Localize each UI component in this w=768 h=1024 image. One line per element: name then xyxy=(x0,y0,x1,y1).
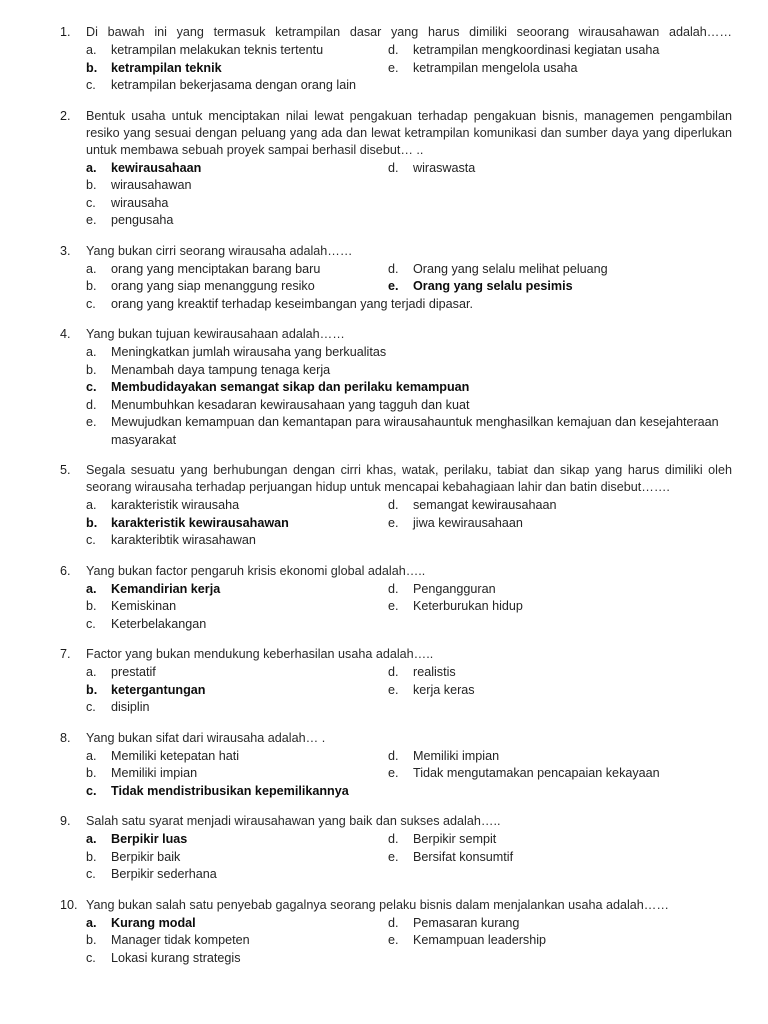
option-columns xyxy=(86,497,732,550)
option-letter: e. xyxy=(388,682,399,697)
option-text: Bersifat konsumtif xyxy=(413,849,514,864)
question-stem: Factor yang bukan mendukung keberhasilan usaha adalah….. xyxy=(86,647,434,661)
option-letter: a. xyxy=(86,581,97,596)
question-number: 7. xyxy=(60,647,71,661)
option-letter: e. xyxy=(388,279,399,293)
question-block xyxy=(60,24,732,95)
option-text: Berpikir baik xyxy=(111,849,181,864)
option-c[interactable] xyxy=(86,296,732,314)
question-block xyxy=(60,897,732,968)
option-letter: b. xyxy=(86,933,97,947)
option-letter: e. xyxy=(388,515,399,530)
question-number: 9. xyxy=(60,814,71,828)
question-stem: Di bawah ini yang termasuk ketrampilan dasar yang harus dimiliki seoorang wirausahawan adalah…… xyxy=(86,25,732,39)
option-column-left xyxy=(86,748,388,801)
option-text: ketrampilan mengkoordinasi kegiatan usaha xyxy=(413,43,660,57)
option-text: Keterburukan hidup xyxy=(413,599,523,613)
option-e[interactable] xyxy=(388,932,732,950)
question-body xyxy=(86,646,732,717)
option-c[interactable] xyxy=(86,616,388,634)
option-text: Berpikir sempit xyxy=(413,832,497,846)
option-e[interactable] xyxy=(388,765,732,783)
option-letter: d. xyxy=(388,665,399,679)
question-body xyxy=(86,563,732,634)
option-columns xyxy=(86,664,732,717)
question-number: 6. xyxy=(60,563,71,578)
option-text: orang yang kreaktif terhadap keseimbangan yang terjadi dipasar. xyxy=(111,296,473,311)
option-text: Keterbelakangan xyxy=(111,616,207,631)
option-column-left xyxy=(86,42,388,95)
option-group xyxy=(86,42,732,95)
question-number: 5. xyxy=(60,463,71,477)
option-column-left xyxy=(86,497,388,550)
option-a[interactable] xyxy=(86,42,388,60)
option-text: Memiliki impian xyxy=(111,766,198,780)
option-letter: a. xyxy=(86,160,97,175)
option-text: ketergantungan xyxy=(111,682,206,697)
option-columns xyxy=(86,915,732,968)
option-e[interactable] xyxy=(86,212,388,230)
option-text: semangat kewirausahaan xyxy=(413,498,557,512)
option-a[interactable] xyxy=(86,497,388,515)
option-letter: e. xyxy=(388,933,399,947)
option-text: Berpikir sederhana xyxy=(111,867,217,881)
question-block xyxy=(60,813,732,884)
option-group xyxy=(86,915,732,968)
option-column-right xyxy=(388,748,732,783)
option-letter: a. xyxy=(86,748,97,763)
option-e[interactable] xyxy=(388,515,732,533)
option-column-right xyxy=(388,915,732,950)
option-text: Memiliki impian xyxy=(413,748,500,763)
question-stem: Yang bukan salah satu penyebab gagalnya seorang pelaku bisnis dalam menjalankan usaha adalah…… xyxy=(86,897,669,912)
option-text: Lokasi kurang strategis xyxy=(111,950,241,965)
question-block xyxy=(60,462,732,550)
option-letter: c. xyxy=(86,783,97,798)
question-number: 10. xyxy=(60,897,78,912)
option-text: ketrampilan teknik xyxy=(111,60,222,75)
option-letter: b. xyxy=(86,279,97,293)
option-e[interactable] xyxy=(388,598,732,616)
option-group xyxy=(86,160,732,230)
option-text: Menumbuhkan kesadaran kewirausahaan yang tagguh dan kuat xyxy=(111,397,470,412)
option-text: karakteristik kewirausahawan xyxy=(111,515,289,530)
option-column-right xyxy=(388,261,732,296)
option-letter: c. xyxy=(86,700,96,714)
option-text: Orang yang selalu pesimis xyxy=(413,279,573,293)
option-text: pengusaha xyxy=(111,213,174,227)
question-stem: Yang bukan tujuan kewirausahaan adalah…… xyxy=(86,327,345,341)
option-a[interactable] xyxy=(86,581,388,599)
option-group xyxy=(86,664,732,717)
question-stem: Yang bukan factor pengaruh krisis ekonomi global adalah….. xyxy=(86,563,426,578)
option-letter: e. xyxy=(388,599,399,613)
option-letter: a. xyxy=(86,915,97,930)
option-text: Membudidayakan semangat sikap dan perilaku kemampuan xyxy=(111,380,470,394)
option-e[interactable] xyxy=(388,278,732,296)
option-group xyxy=(86,748,732,801)
option-text: ketrampilan melakukan teknis tertentu xyxy=(111,43,324,57)
option-e[interactable] xyxy=(86,414,732,449)
option-c[interactable] xyxy=(86,783,388,801)
option-d[interactable] xyxy=(388,664,732,682)
option-letter: c. xyxy=(86,533,96,547)
option-letter: d. xyxy=(388,498,399,512)
option-letter: e. xyxy=(86,415,97,429)
question-number: 8. xyxy=(60,730,71,745)
option-columns xyxy=(86,261,732,296)
option-text: wirausahawan xyxy=(111,178,192,192)
option-letter: c. xyxy=(86,78,96,92)
question-number: 4. xyxy=(60,327,71,341)
option-letter: a. xyxy=(86,498,97,512)
option-column-left xyxy=(86,831,388,884)
option-c[interactable] xyxy=(86,195,388,213)
option-b[interactable] xyxy=(86,682,388,700)
option-text: Kemampuan leadership xyxy=(413,933,547,947)
question-block xyxy=(60,563,732,634)
option-text: jiwa kewirausahaan xyxy=(413,515,523,530)
option-d[interactable] xyxy=(388,42,732,60)
option-letter: d. xyxy=(388,261,399,276)
question-number: 3. xyxy=(60,243,71,258)
option-letter: a. xyxy=(86,832,97,846)
option-c[interactable] xyxy=(86,77,388,95)
option-text: Orang yang selalu melihat peluang xyxy=(413,261,608,276)
option-letter: c. xyxy=(86,616,96,631)
option-letter: b. xyxy=(86,60,98,75)
option-letter: a. xyxy=(86,43,97,57)
option-text: Pengangguran xyxy=(413,581,496,596)
option-letter: d. xyxy=(388,43,399,57)
option-letter: c. xyxy=(86,195,96,210)
option-group xyxy=(86,344,732,449)
option-columns xyxy=(86,748,732,801)
option-text: realistis xyxy=(413,665,456,679)
question-block xyxy=(60,646,732,717)
option-d[interactable] xyxy=(388,831,732,849)
option-columns xyxy=(86,831,732,884)
option-b[interactable] xyxy=(86,765,388,783)
option-c[interactable] xyxy=(86,532,388,550)
option-column-right xyxy=(388,581,732,616)
question-block xyxy=(60,730,732,801)
option-text: Berpikir luas xyxy=(111,832,188,846)
option-text: Kemiskinan xyxy=(111,599,177,613)
option-letter: e. xyxy=(86,213,97,227)
option-letter: d. xyxy=(388,748,399,763)
option-column-left xyxy=(86,915,388,968)
option-text: orang yang siap menanggung resiko xyxy=(111,279,315,293)
question-body xyxy=(86,24,732,95)
option-text: Kurang modal xyxy=(111,915,196,930)
question-block xyxy=(60,108,732,230)
option-b[interactable] xyxy=(86,932,388,950)
option-letter: d. xyxy=(388,160,399,175)
option-letter: b. xyxy=(86,362,97,377)
option-text: Kemandirian kerja xyxy=(111,581,221,596)
question-body xyxy=(86,813,732,884)
option-d[interactable] xyxy=(388,261,732,279)
option-letter: b. xyxy=(86,849,97,864)
option-text: karakteristik wirausaha xyxy=(111,498,240,512)
option-text: Meningkatkan jumlah wirausaha yang berkualitas xyxy=(111,345,387,359)
option-a[interactable] xyxy=(86,160,388,178)
option-a[interactable] xyxy=(86,748,388,766)
question-stem: Yang bukan cirri seorang wirausaha adalah…… xyxy=(86,243,353,258)
option-group xyxy=(86,497,732,550)
option-e[interactable] xyxy=(388,60,732,78)
option-text: Mewujudkan kemampuan dan kemantapan para wirausahauntuk menghasilkan kemajuan dan kesejahteraan masyarakat xyxy=(111,415,719,447)
option-column-right xyxy=(388,42,732,77)
option-column-left xyxy=(86,160,388,230)
option-letter: e. xyxy=(388,849,399,864)
option-c[interactable] xyxy=(86,950,388,968)
option-c[interactable] xyxy=(86,866,388,884)
option-column-right xyxy=(388,497,732,532)
option-text: Tidak mendistribusikan kepemilikannya xyxy=(111,783,349,798)
option-text: Memiliki ketepatan hati xyxy=(111,748,240,763)
question-stem: Salah satu syarat menjadi wirausahawan yang baik dan sukses adalah….. xyxy=(86,814,501,828)
option-letter: b. xyxy=(86,599,97,613)
question-body xyxy=(86,462,732,550)
option-text: Menambah daya tampung tenaga kerja xyxy=(111,362,331,377)
option-e[interactable] xyxy=(388,682,732,700)
option-letter: d. xyxy=(388,832,399,846)
option-text: kewirausahaan xyxy=(111,160,202,175)
option-d[interactable] xyxy=(388,915,732,933)
option-a[interactable] xyxy=(86,261,388,279)
option-c[interactable] xyxy=(86,699,388,717)
option-e[interactable] xyxy=(388,849,732,867)
option-columns xyxy=(86,160,732,230)
question-stem: Yang bukan sifat dari wirausaha adalah… . xyxy=(86,730,326,745)
option-b[interactable] xyxy=(86,278,388,296)
option-b[interactable] xyxy=(86,849,388,867)
option-d[interactable] xyxy=(388,748,732,766)
option-letter: c. xyxy=(86,380,97,394)
question-body xyxy=(86,108,732,230)
option-c[interactable] xyxy=(86,379,732,397)
option-text: prestatif xyxy=(111,665,156,679)
option-column-right xyxy=(388,160,732,178)
option-b[interactable] xyxy=(86,515,388,533)
option-text: wiraswasta xyxy=(413,160,476,175)
option-letter: d. xyxy=(388,915,399,930)
option-letter: d. xyxy=(388,581,399,596)
option-text: Tidak mengutamakan pencapaian kekayaan xyxy=(413,766,660,780)
question-body xyxy=(86,730,732,801)
question-list xyxy=(60,24,732,967)
option-text: karakteribtik wirasahawan xyxy=(111,533,256,547)
question-body xyxy=(86,326,732,449)
option-column-left xyxy=(86,664,388,717)
option-letter: b. xyxy=(86,515,98,530)
option-text: orang yang menciptakan barang baru xyxy=(111,261,321,276)
option-letter: c. xyxy=(86,867,96,881)
option-group xyxy=(86,831,732,884)
option-letter: b. xyxy=(86,178,97,192)
option-a[interactable] xyxy=(86,664,388,682)
option-letter: a. xyxy=(86,345,97,359)
question-body xyxy=(86,243,732,314)
option-d[interactable] xyxy=(86,397,732,415)
option-d[interactable] xyxy=(388,497,732,515)
option-a[interactable] xyxy=(86,831,388,849)
option-letter: c. xyxy=(86,296,96,311)
option-b[interactable] xyxy=(86,177,388,195)
option-column-right xyxy=(388,664,732,699)
option-column-left xyxy=(86,581,388,634)
option-group xyxy=(86,581,732,634)
option-text: kerja keras xyxy=(413,682,475,697)
option-d[interactable] xyxy=(388,160,732,178)
option-letter: a. xyxy=(86,665,97,679)
option-text: wirausaha xyxy=(111,195,169,210)
option-letter: e. xyxy=(388,60,399,75)
option-text: disiplin xyxy=(111,700,150,714)
option-text: ketrampilan mengelola usaha xyxy=(413,60,578,75)
question-block xyxy=(60,243,732,314)
option-text: Manager tidak kompeten xyxy=(111,933,250,947)
option-letter: d. xyxy=(86,397,97,412)
option-text: ketrampilan bekerjasama dengan orang lain xyxy=(111,78,357,92)
option-letter: a. xyxy=(86,261,97,276)
option-letter: c. xyxy=(86,950,96,965)
option-letter: b. xyxy=(86,766,97,780)
option-d[interactable] xyxy=(388,581,732,599)
option-group xyxy=(86,261,732,314)
option-letter: b. xyxy=(86,682,98,697)
question-body xyxy=(86,897,732,968)
question-number: 1. xyxy=(60,25,71,39)
option-a[interactable] xyxy=(86,915,388,933)
option-letter: e. xyxy=(388,766,399,780)
question-block xyxy=(60,326,732,449)
question-number: 2. xyxy=(60,108,71,123)
option-b[interactable] xyxy=(86,362,732,380)
option-column-right xyxy=(388,831,732,866)
option-b[interactable] xyxy=(86,60,388,78)
option-text: Pemasaran kurang xyxy=(413,915,520,930)
option-columns xyxy=(86,581,732,634)
option-column-left xyxy=(86,261,388,296)
option-b[interactable] xyxy=(86,598,388,616)
question-stem: Segala sesuatu yang berhubungan dengan cirri khas, watak, perilaku, tabiat dan sikap yang harus dimiliki oleh seorang wirausaha terhadap perjuangan hidup untuk mencapai kebahagiaan lahir dan batin disebut……. xyxy=(86,463,732,494)
option-a[interactable] xyxy=(86,344,732,362)
option-columns xyxy=(86,42,732,95)
question-stem: Bentuk usaha untuk menciptakan nilai lewat pengakuan terhadap pengakuan bisnis, managemen pengambilan resiko yang sesuai dengan peluang yang ada dan lewat ketrampilan komunikasi dan sumber daya yang diperlukan untuk membawa sebuah proyek sampai berhasil disebut… .. xyxy=(86,108,732,157)
